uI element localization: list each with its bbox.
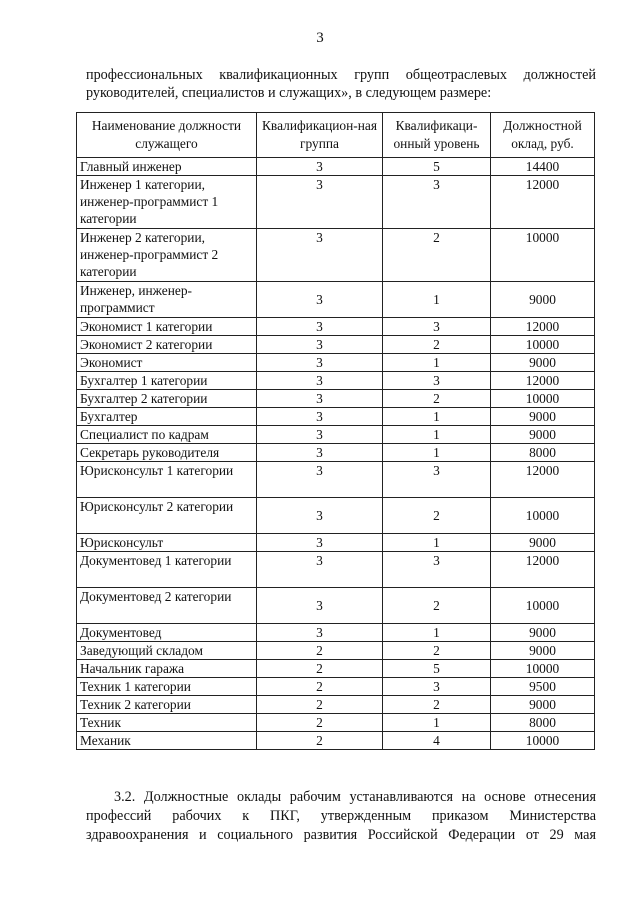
salary-cell: 9000	[491, 426, 595, 444]
position-name-cell: Бухгалтер 1 категории	[77, 372, 257, 390]
qualification-group-cell: 3	[257, 588, 383, 624]
position-name-cell: Документовед 1 категории	[77, 552, 257, 588]
qualification-group-cell: 3	[257, 372, 383, 390]
position-name-cell: Экономист 2 категории	[77, 336, 257, 354]
salary-cell: 9000	[491, 408, 595, 426]
table-header-row	[77, 113, 595, 158]
paragraph-line-2: профессий рабочих к ПКГ, утвержденным приказом Министерства	[86, 808, 596, 824]
position-name-cell: Документовед	[77, 624, 257, 642]
header-qualification-group: Квалификацион-ная группа	[257, 113, 383, 158]
salary-cell: 10000	[491, 732, 595, 750]
salary-cell: 8000	[491, 714, 595, 732]
position-name-cell: Юрисконсульт 2 категории	[77, 498, 257, 534]
header-position-name: Наименование должности служащего	[77, 113, 257, 158]
page-number: 3	[316, 30, 324, 46]
position-name-cell: Секретарь руководителя	[77, 444, 257, 462]
qualification-level-cell: 1	[383, 282, 491, 318]
qualification-group-cell: 3	[257, 318, 383, 336]
header-qualification-level: Квалификаци-онный уровень	[383, 113, 491, 158]
section-3-2-paragraph	[86, 788, 596, 845]
table-row	[77, 660, 595, 678]
table-row	[77, 408, 595, 426]
table-row	[77, 229, 595, 282]
position-name-cell: Бухгалтер 2 категории	[77, 390, 257, 408]
qualification-level-cell: 1	[383, 408, 491, 426]
qualification-level-cell: 3	[383, 372, 491, 390]
qualification-level-cell: 3	[383, 552, 491, 588]
qualification-level-cell: 3	[383, 462, 491, 498]
salary-cell: 10000	[491, 660, 595, 678]
salary-cell: 9000	[491, 624, 595, 642]
table-row	[77, 534, 595, 552]
salary-cell: 10000	[491, 336, 595, 354]
intro-text	[86, 66, 596, 102]
qualification-group-cell: 2	[257, 714, 383, 732]
qualification-level-cell: 2	[383, 498, 491, 534]
table-row	[77, 318, 595, 336]
qualification-group-cell: 3	[257, 498, 383, 534]
position-name-cell: Специалист по кадрам	[77, 426, 257, 444]
position-name-cell: Инженер 2 категории, инженер-программист 2 категории	[77, 229, 257, 282]
salary-cell: 12000	[491, 552, 595, 588]
salary-cell: 9000	[491, 282, 595, 318]
qualification-group-cell: 3	[257, 282, 383, 318]
table-row	[77, 372, 595, 390]
salary-table	[76, 112, 595, 750]
qualification-group-cell: 3	[257, 176, 383, 229]
position-name-cell: Техник 1 категории	[77, 678, 257, 696]
qualification-group-cell: 3	[257, 354, 383, 372]
qualification-level-cell: 3	[383, 176, 491, 229]
table-row	[77, 336, 595, 354]
position-name-cell: Бухгалтер	[77, 408, 257, 426]
salary-cell: 9000	[491, 642, 595, 660]
table-row	[77, 176, 595, 229]
table-row	[77, 642, 595, 660]
table-body	[77, 158, 595, 750]
paragraph-line-1: 3.2. Должностные оклады рабочим устанавливаются на основе отнесения	[114, 789, 596, 805]
table-row	[77, 426, 595, 444]
salary-cell: 9500	[491, 678, 595, 696]
position-name-cell: Экономист	[77, 354, 257, 372]
table-row	[77, 282, 595, 318]
qualification-group-cell: 3	[257, 462, 383, 498]
intro-line-1: профессиональных квалификационных групп общеотраслевых должностей	[86, 67, 596, 83]
position-name-cell: Главный инженер	[77, 158, 257, 176]
table-row	[77, 588, 595, 624]
qualification-group-cell: 3	[257, 552, 383, 588]
qualification-level-cell: 2	[383, 390, 491, 408]
position-name-cell: Инженер 1 категории, инженер-программист 1 категории	[77, 176, 257, 229]
table-row	[77, 390, 595, 408]
qualification-group-cell: 2	[257, 660, 383, 678]
qualification-level-cell: 2	[383, 336, 491, 354]
table-row	[77, 158, 595, 176]
qualification-level-cell: 1	[383, 354, 491, 372]
qualification-group-cell: 3	[257, 408, 383, 426]
qualification-level-cell: 1	[383, 426, 491, 444]
table-row	[77, 624, 595, 642]
salary-cell: 9000	[491, 534, 595, 552]
position-name-cell: Техник 2 категории	[77, 696, 257, 714]
qualification-group-cell: 2	[257, 696, 383, 714]
qualification-level-cell: 3	[383, 678, 491, 696]
qualification-level-cell: 2	[383, 229, 491, 282]
position-name-cell: Техник	[77, 714, 257, 732]
salary-cell: 14400	[491, 158, 595, 176]
header-salary: Должностной оклад, руб.	[491, 113, 595, 158]
qualification-level-cell: 1	[383, 444, 491, 462]
qualification-group-cell: 3	[257, 229, 383, 282]
position-name-cell: Инженер, инженер-программист	[77, 282, 257, 318]
salary-cell: 9000	[491, 696, 595, 714]
position-name-cell: Механик	[77, 732, 257, 750]
position-name-cell: Начальник гаража	[77, 660, 257, 678]
table-row	[77, 714, 595, 732]
qualification-level-cell: 1	[383, 534, 491, 552]
salary-cell: 10000	[491, 498, 595, 534]
qualification-group-cell: 3	[257, 624, 383, 642]
salary-cell: 10000	[491, 390, 595, 408]
qualification-level-cell: 2	[383, 588, 491, 624]
salary-cell: 8000	[491, 444, 595, 462]
salary-cell: 12000	[491, 372, 595, 390]
qualification-level-cell: 5	[383, 158, 491, 176]
qualification-level-cell: 2	[383, 642, 491, 660]
salary-cell: 12000	[491, 176, 595, 229]
qualification-group-cell: 3	[257, 390, 383, 408]
salary-cell: 10000	[491, 588, 595, 624]
position-name-cell: Экономист 1 категории	[77, 318, 257, 336]
qualification-group-cell: 2	[257, 642, 383, 660]
intro-line-2: руководителей, специалистов и служащих», в следующем размере:	[86, 85, 492, 101]
salary-cell: 10000	[491, 229, 595, 282]
salary-cell: 9000	[491, 354, 595, 372]
qualification-group-cell: 3	[257, 444, 383, 462]
table-row	[77, 354, 595, 372]
position-name-cell: Юрисконсульт	[77, 534, 257, 552]
paragraph-line-3: здравоохранения и социального развития Российской Федерации от 29 мая	[86, 827, 596, 843]
qualification-level-cell: 2	[383, 696, 491, 714]
table-row	[77, 444, 595, 462]
qualification-level-cell: 1	[383, 714, 491, 732]
table-row	[77, 678, 595, 696]
salary-cell: 12000	[491, 462, 595, 498]
qualification-group-cell: 3	[257, 534, 383, 552]
qualification-group-cell: 2	[257, 678, 383, 696]
qualification-group-cell: 3	[257, 426, 383, 444]
position-name-cell: Документовед 2 категории	[77, 588, 257, 624]
table-row	[77, 696, 595, 714]
qualification-group-cell: 2	[257, 732, 383, 750]
qualification-group-cell: 3	[257, 158, 383, 176]
qualification-group-cell: 3	[257, 336, 383, 354]
table-row	[77, 462, 595, 498]
qualification-level-cell: 4	[383, 732, 491, 750]
qualification-level-cell: 3	[383, 318, 491, 336]
salary-cell: 12000	[491, 318, 595, 336]
position-name-cell: Юрисконсульт 1 категории	[77, 462, 257, 498]
qualification-level-cell: 1	[383, 624, 491, 642]
position-name-cell: Заведующий складом	[77, 642, 257, 660]
qualification-level-cell: 5	[383, 660, 491, 678]
table-row	[77, 552, 595, 588]
table-row	[77, 732, 595, 750]
table-row	[77, 498, 595, 534]
